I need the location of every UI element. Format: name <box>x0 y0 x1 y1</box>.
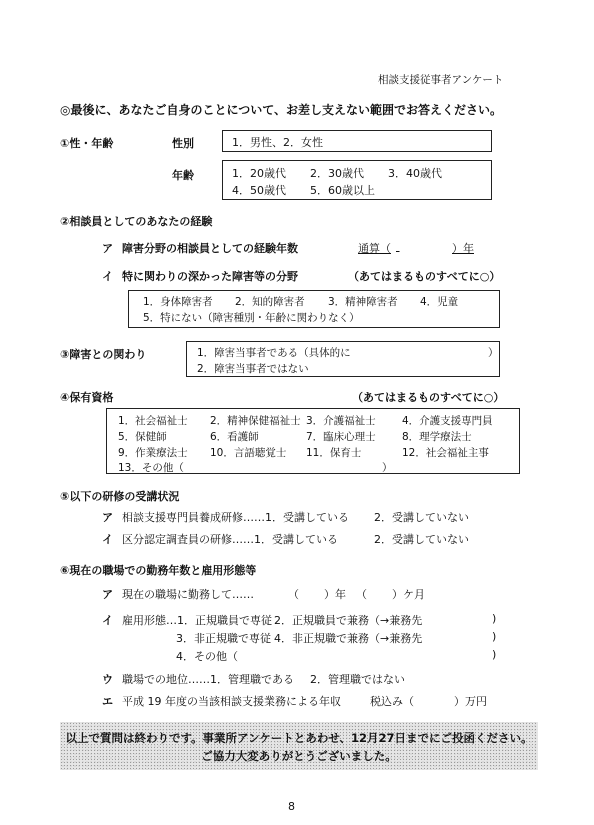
q4-title: ④保有資格 <box>60 391 114 404</box>
q2-b-option[interactable]: 2．知的障害者 <box>235 296 305 308</box>
q6-b-option-2[interactable]: 2．正規職員で兼務（→兼務先 <box>274 614 423 627</box>
q6-b-close: ) <box>492 630 497 643</box>
q6-d-text: 平成 19 年度の当該相談支援業務による年収 <box>122 695 341 708</box>
q6-d-unit: ）万円 <box>454 695 487 708</box>
q5-a-text[interactable]: 相談支援専門員養成研修……1．受講している <box>122 511 349 524</box>
q2-b-option[interactable]: 3．精神障害者 <box>328 296 398 308</box>
q6-a-text: 現在の職場に勤務して…… <box>122 588 254 601</box>
q4-note: （あてはまるものすべてに○） <box>352 391 505 404</box>
q2-a-text: 障害分野の相談員としての経験年数 <box>122 242 298 255</box>
q5-a-option-2[interactable]: 2．受講していない <box>374 511 469 524</box>
q6-a-years-open[interactable]: （ <box>288 588 299 601</box>
q6-a-years-close: ）年 <box>324 588 346 601</box>
q3-option-1-close: ） <box>488 347 499 359</box>
q6-c-mark: ウ <box>102 673 113 686</box>
q1-age-option[interactable]: 5．60歳以上 <box>310 184 375 197</box>
q2-a-mark: ア <box>102 242 113 255</box>
q3-title: ③障害との関わり <box>60 348 147 361</box>
page-number: 8 <box>288 800 295 813</box>
q2-b-option[interactable]: 5．特にない（障害種別・年齢に関わりなく） <box>143 312 360 324</box>
q6-d-tax-open[interactable]: 税込み（ <box>370 695 414 708</box>
q6-b-option-1[interactable]: 雇用形態…1．正規職員で専従 <box>122 614 272 627</box>
q1-age-option[interactable]: 2．30歳代 <box>310 167 364 180</box>
q1-age-option[interactable]: 4．50歳代 <box>232 184 286 197</box>
q2-b-option[interactable]: 1．身体障害者 <box>143 296 213 308</box>
thank-you-message: ご協力大変ありがとうございました。 <box>201 749 397 763</box>
q6-b-mark: イ <box>102 614 113 627</box>
closing-message: 以上で質問は終わりです。事業所アンケートとあわせ、12月27日までにご投函ください。 <box>65 731 533 745</box>
q2-b-mark: イ <box>102 270 113 283</box>
q6-title: ⑥現在の職場での勤務年数と雇用形態等 <box>60 564 257 577</box>
q2-a-answer-suffix: ）年 <box>452 242 474 255</box>
q5-a-mark: ア <box>102 511 113 524</box>
q2-b-option[interactable]: 4．児童 <box>420 296 459 308</box>
q6-b-close: ) <box>492 648 497 661</box>
q2-b-text: 特に関わりの深かった障害等の分野 <box>122 270 298 283</box>
q6-b-option-4[interactable]: 4．非正規職で兼務（→兼務先 <box>274 632 423 645</box>
q2-a-answer-blank[interactable] <box>396 240 452 253</box>
q4-option[interactable]: 6．看護師 <box>210 431 259 443</box>
q1-age-label: 年齢 <box>172 169 194 182</box>
q4-option[interactable]: 5．保健師 <box>118 431 167 443</box>
q1-title: ①性・年齢 <box>60 137 114 150</box>
document-title: 相談支援従事者アンケート <box>378 74 504 86</box>
q4-option[interactable]: 7．臨床心理士 <box>306 431 376 443</box>
q4-option[interactable]: 12．社会福祉主事 <box>402 447 489 459</box>
q6-a-mark: ア <box>102 588 113 601</box>
q4-option[interactable]: 4．介護支援専門員 <box>402 415 493 427</box>
q4-option[interactable]: 10．言語聴覚士 <box>210 447 287 459</box>
q6-b-option-other[interactable]: 4．その他（ <box>176 650 238 663</box>
q6-c-option-1[interactable]: 職場での地位……1．管理職である <box>122 673 294 686</box>
q6-c-option-2[interactable]: 2．管理職ではない <box>310 673 405 686</box>
q5-title: ⑤以下の研修の受講状況 <box>60 490 180 503</box>
q6-a-months-close: ）ケ月 <box>392 588 425 601</box>
intro-instruction: ◎最後に、あなたご自身のことについて、お差し支えない範囲でお答えください。 <box>60 103 502 117</box>
q5-b-mark: イ <box>102 533 113 546</box>
q6-b-close: ) <box>492 612 497 625</box>
q4-option[interactable]: 3．介護福祉士 <box>306 415 376 427</box>
q6-b-option-3[interactable]: 3．非正規職で専従 <box>176 632 271 645</box>
q6-d-mark: エ <box>102 695 113 708</box>
q2-title: ②相談員としてのあなたの経験 <box>60 215 213 228</box>
q3-option-1[interactable]: 1．障害当事者である（具体的に <box>197 347 351 359</box>
q1-gender-options[interactable]: 1．男性、2．女性 <box>232 136 323 149</box>
q1-age-option[interactable]: 3．40歳代 <box>388 167 442 180</box>
q6-a-months-open[interactable]: （ <box>356 588 367 601</box>
q4-option-other-close: ） <box>382 462 393 474</box>
q1-gender-label: 性別 <box>172 137 194 150</box>
q4-option[interactable]: 11．保育士 <box>306 447 362 459</box>
q1-age-option[interactable]: 1．20歳代 <box>232 167 286 180</box>
q2-b-note: （あてはまるものすべてに○） <box>348 270 501 283</box>
q5-b-text[interactable]: 区分認定調査員の研修……1．受講している <box>122 533 338 546</box>
q5-b-option-2[interactable]: 2．受講していない <box>374 533 469 546</box>
closing-banner <box>60 722 538 770</box>
q4-option[interactable]: 2．精神保健福祉士 <box>210 415 301 427</box>
q3-option-2[interactable]: 2．障害当事者ではない <box>197 363 309 375</box>
q2-a-answer-prefix[interactable]: 通算（ <box>358 242 391 255</box>
q4-option[interactable]: 9．作業療法士 <box>118 447 188 459</box>
q4-option[interactable]: 1．社会福祉士 <box>118 415 188 427</box>
q4-option-other[interactable]: 13．その他（ <box>118 462 184 474</box>
q4-option[interactable]: 8．理学療法士 <box>402 431 472 443</box>
